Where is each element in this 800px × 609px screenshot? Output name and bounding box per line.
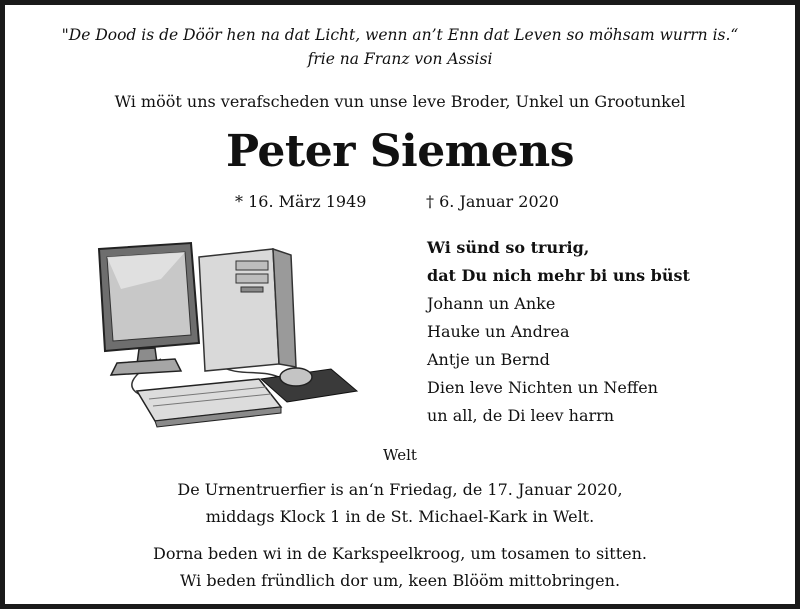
ceremony-line: middags Klock 1 in de St. Michael-Kark in Welt. (205, 507, 595, 526)
mourners-line: Dien leve Nichten un Neffen (427, 378, 658, 397)
mourners-line: Wi sünd so trurig, (427, 238, 590, 257)
mourners-line: dat Du nich mehr bi uns büst (427, 266, 690, 285)
intro-text: Wi mööt uns verafscheden vun unse leve Broder, Unkel un Grootunkel (114, 92, 686, 111)
mourners-line: Antje un Bernd (427, 350, 550, 369)
mourners-list (427, 234, 690, 430)
deceased-name: Peter Siemens (225, 126, 574, 177)
death-date: † 6. Januar 2020 (426, 192, 559, 211)
birth-date: * 16. März 1949 (235, 192, 367, 211)
place-name: Welt (383, 446, 417, 464)
ceremony-line: De Urnentruerfier is an‘n Friedag, de 17. Januar 2020, (177, 480, 623, 499)
ceremony-info (5, 476, 795, 530)
request-line: Wi beden fründlich dor um, keen Blööm mittobringen. (179, 571, 621, 590)
request-line: Dorna beden wi in de Karkspeelkroog, um tosamen to sitten. (152, 544, 648, 563)
mourners-line: un all, de Di leev harrn (427, 406, 615, 425)
quote-block (5, 23, 795, 71)
mourners-line: Hauke un Andrea (427, 322, 570, 341)
request-info (5, 540, 795, 594)
mourners-line: Johann un Anke (427, 294, 556, 313)
quote-attribution: frie na Franz von Assisi (307, 50, 493, 68)
quote-text: "De Dood is de Döör hen na dat Licht, wenn an’t Enn dat Leven so möhsam wurrn is.“ (61, 26, 739, 44)
computer-icon (91, 239, 361, 429)
